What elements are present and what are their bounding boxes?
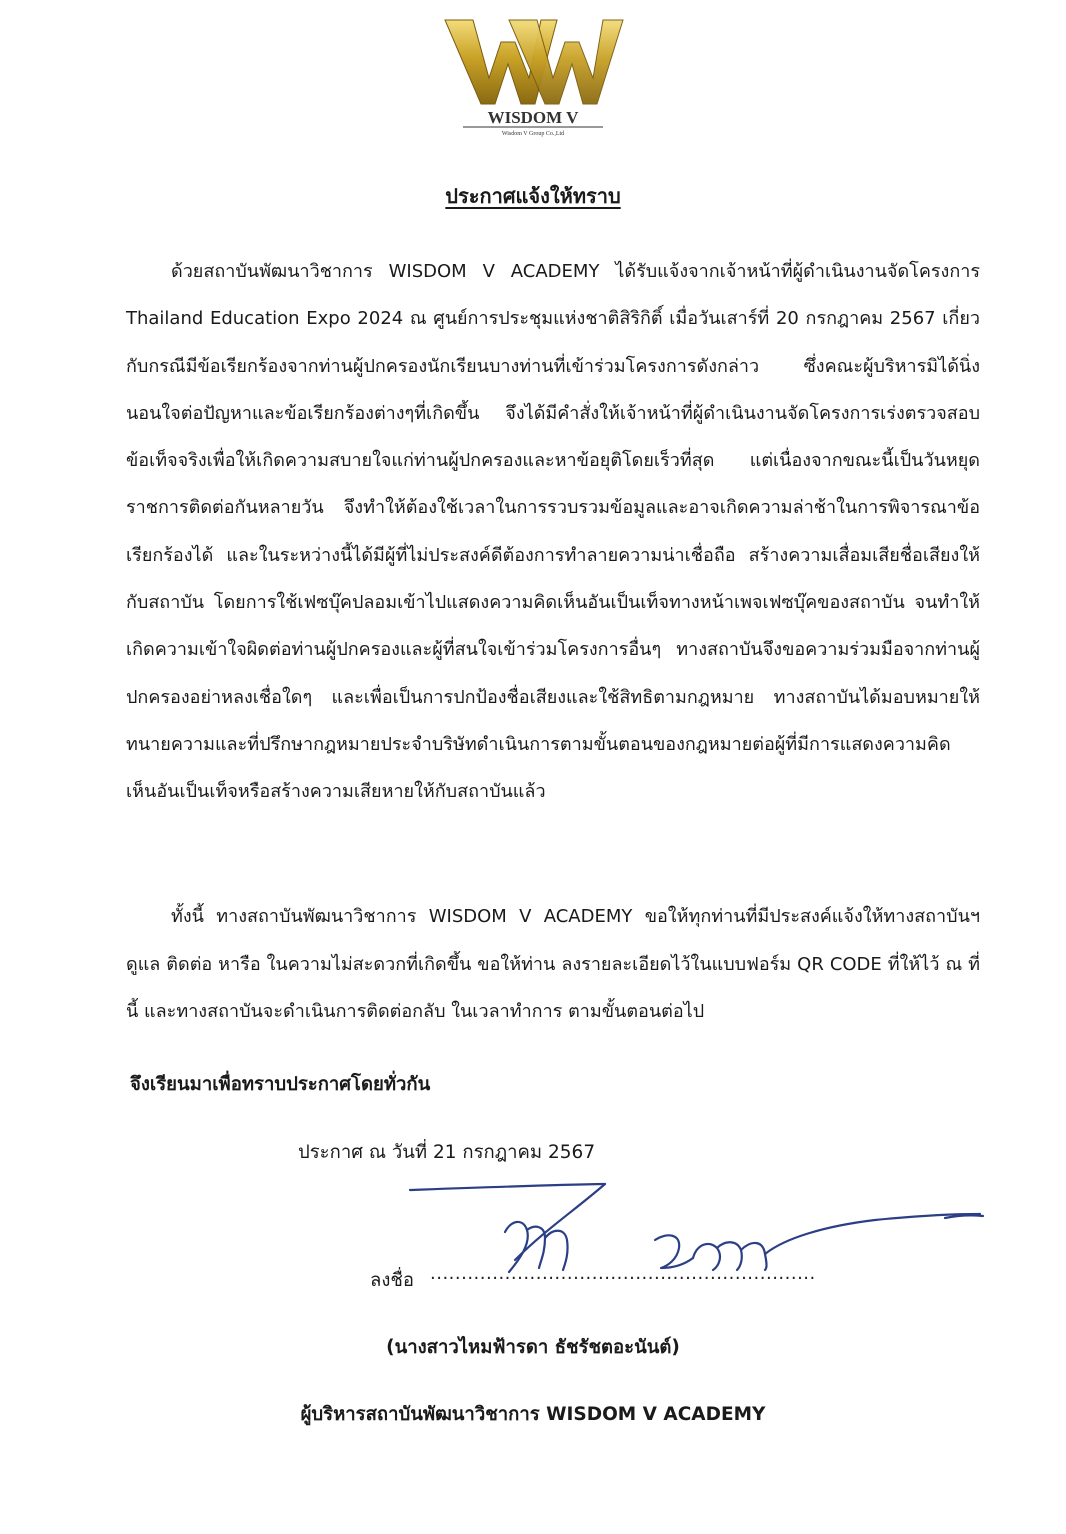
wisdom-v-logo-icon (437, 8, 629, 138)
notice-paragraph-1: ด้วยสถาบันพัฒนาวิชาการ WISDOM V ACADEMY ได้รับแจ้งจากเจ้าหน้าที่ผู้ดำเนินงานจัดโครงการ Thailand Education Expo 2024 ณ ศูนย์การประชุมแห่งชาติสิริกิติ์ เมื่อวันเสาร์ที่ 20 กรกฎาคม 2567 เกี่ยวกับกรณีมีข้อเรียกร้องจากท่านผู้ปกครองนักเรียนบางท่านที่เข้าร่วมโครงการดังกล่าว ซึ่งคณะผู้บริหารมิได้นิ่งนอนใจต่อปัญหาและข้อเรียกร้องต่างๆที่เกิดขึ้น จึงได้มีคำสั่งให้เจ้าหน้าที่ผู้ดำเนินงานจัดโครงการเร่งตรวจสอบข้อเท็จจริงเพื่อให้เกิดความสบายใจแก่ท่านผู้ปกครองและหาข้อยุติโดยเร็วที่สุด แต่เนื่องจากขณะนี้เป็นวันหยุดราชการติดต่อกันหลายวัน จึงทำให้ต้องใช้เวลาในการรวบรวมข้อมูลและอาจเกิดความล่าช้าในการพิจารณาข้อเรียกร้องได้ และในระหว่างนี้ได้มีผู้ที่ไม่ประสงค์ดีต้องการทำลายความน่าเชื่อถือ สร้างความเสื่อมเสียชื่อเสียงให้กับสถาบัน โดยการใช้เฟซบุ๊คปลอมเข้าไปแสดงความคิดเห็นอันเป็นเท็จทางหน้าเพจเฟซบุ๊คของสถาบัน จนทำให้เกิดความเข้าใจผิดต่อท่านผู้ปกครองและผู้ที่สนใจเข้าร่วมโครงการอื่นๆ ทางสถาบันจึงขอความร่วมมือจากท่านผู้ปกครองอย่าหลงเชื่อใดๆ และเพื่อเป็นการปกป้องชื่อเสียงและใช้สิทธิตามกฎหมาย ทางสถาบันได้มอบหมายให้ทนายความและที่ปรึกษากฎหมายประจำบริษัทดำเนินการตามขั้นตอนของกฎหมายต่อผู้ที่มีการแสดงความคิดเห็นอันเป็นเท็จหรือสร้างความเสียหายให้กับสถาบันแล้ว (126, 261, 980, 803)
announcement-date: ประกาศ ณ วันที่ 21 กรกฎาคม 2567 (298, 1142, 596, 1163)
sign-label: ลงชื่อ (370, 1270, 415, 1291)
logo-brand-text: WISDOM V (487, 108, 579, 127)
closing-statement: จึงเรียนมาเพื่อทราบประกาศโดยทั่วกัน (130, 1074, 431, 1095)
notice-title: ประกาศแจ้งให้ทราบ (445, 184, 621, 208)
signer-position: ผู้บริหารสถาบันพัฒนาวิชาการ WISDOM V ACADEMY (300, 1404, 766, 1425)
notice-paragraph-2: ทั้งนี้ ทางสถาบันพัฒนาวิชาการ WISDOM V ACADEMY ขอให้ทุกท่านที่มีประสงค์แจ้งให้ทางสถาบันฯ ดูแล ติดต่อ หารือ ในความไม่สะดวกที่เกิดขึ้น ขอให้ท่าน ลงรายละเอียดไว้ในแบบฟอร์ม QR CODE ที่ให้ไว้ ณ ที่นี้ และทางสถาบันจะดำเนินการติดต่อกลับ ในเวลาทำการ ตามขั้นตอนต่อไป (126, 906, 980, 1022)
logo-tagline-text: Wisdom V Group Co.,Ltd (501, 131, 565, 137)
signature-dotted-line: .............................................................. (430, 1263, 816, 1284)
signer-name: (นางสาวไหมฟ้ารดา ธัชรัชตอะนันต์) (386, 1337, 680, 1358)
company-logo (437, 8, 629, 138)
